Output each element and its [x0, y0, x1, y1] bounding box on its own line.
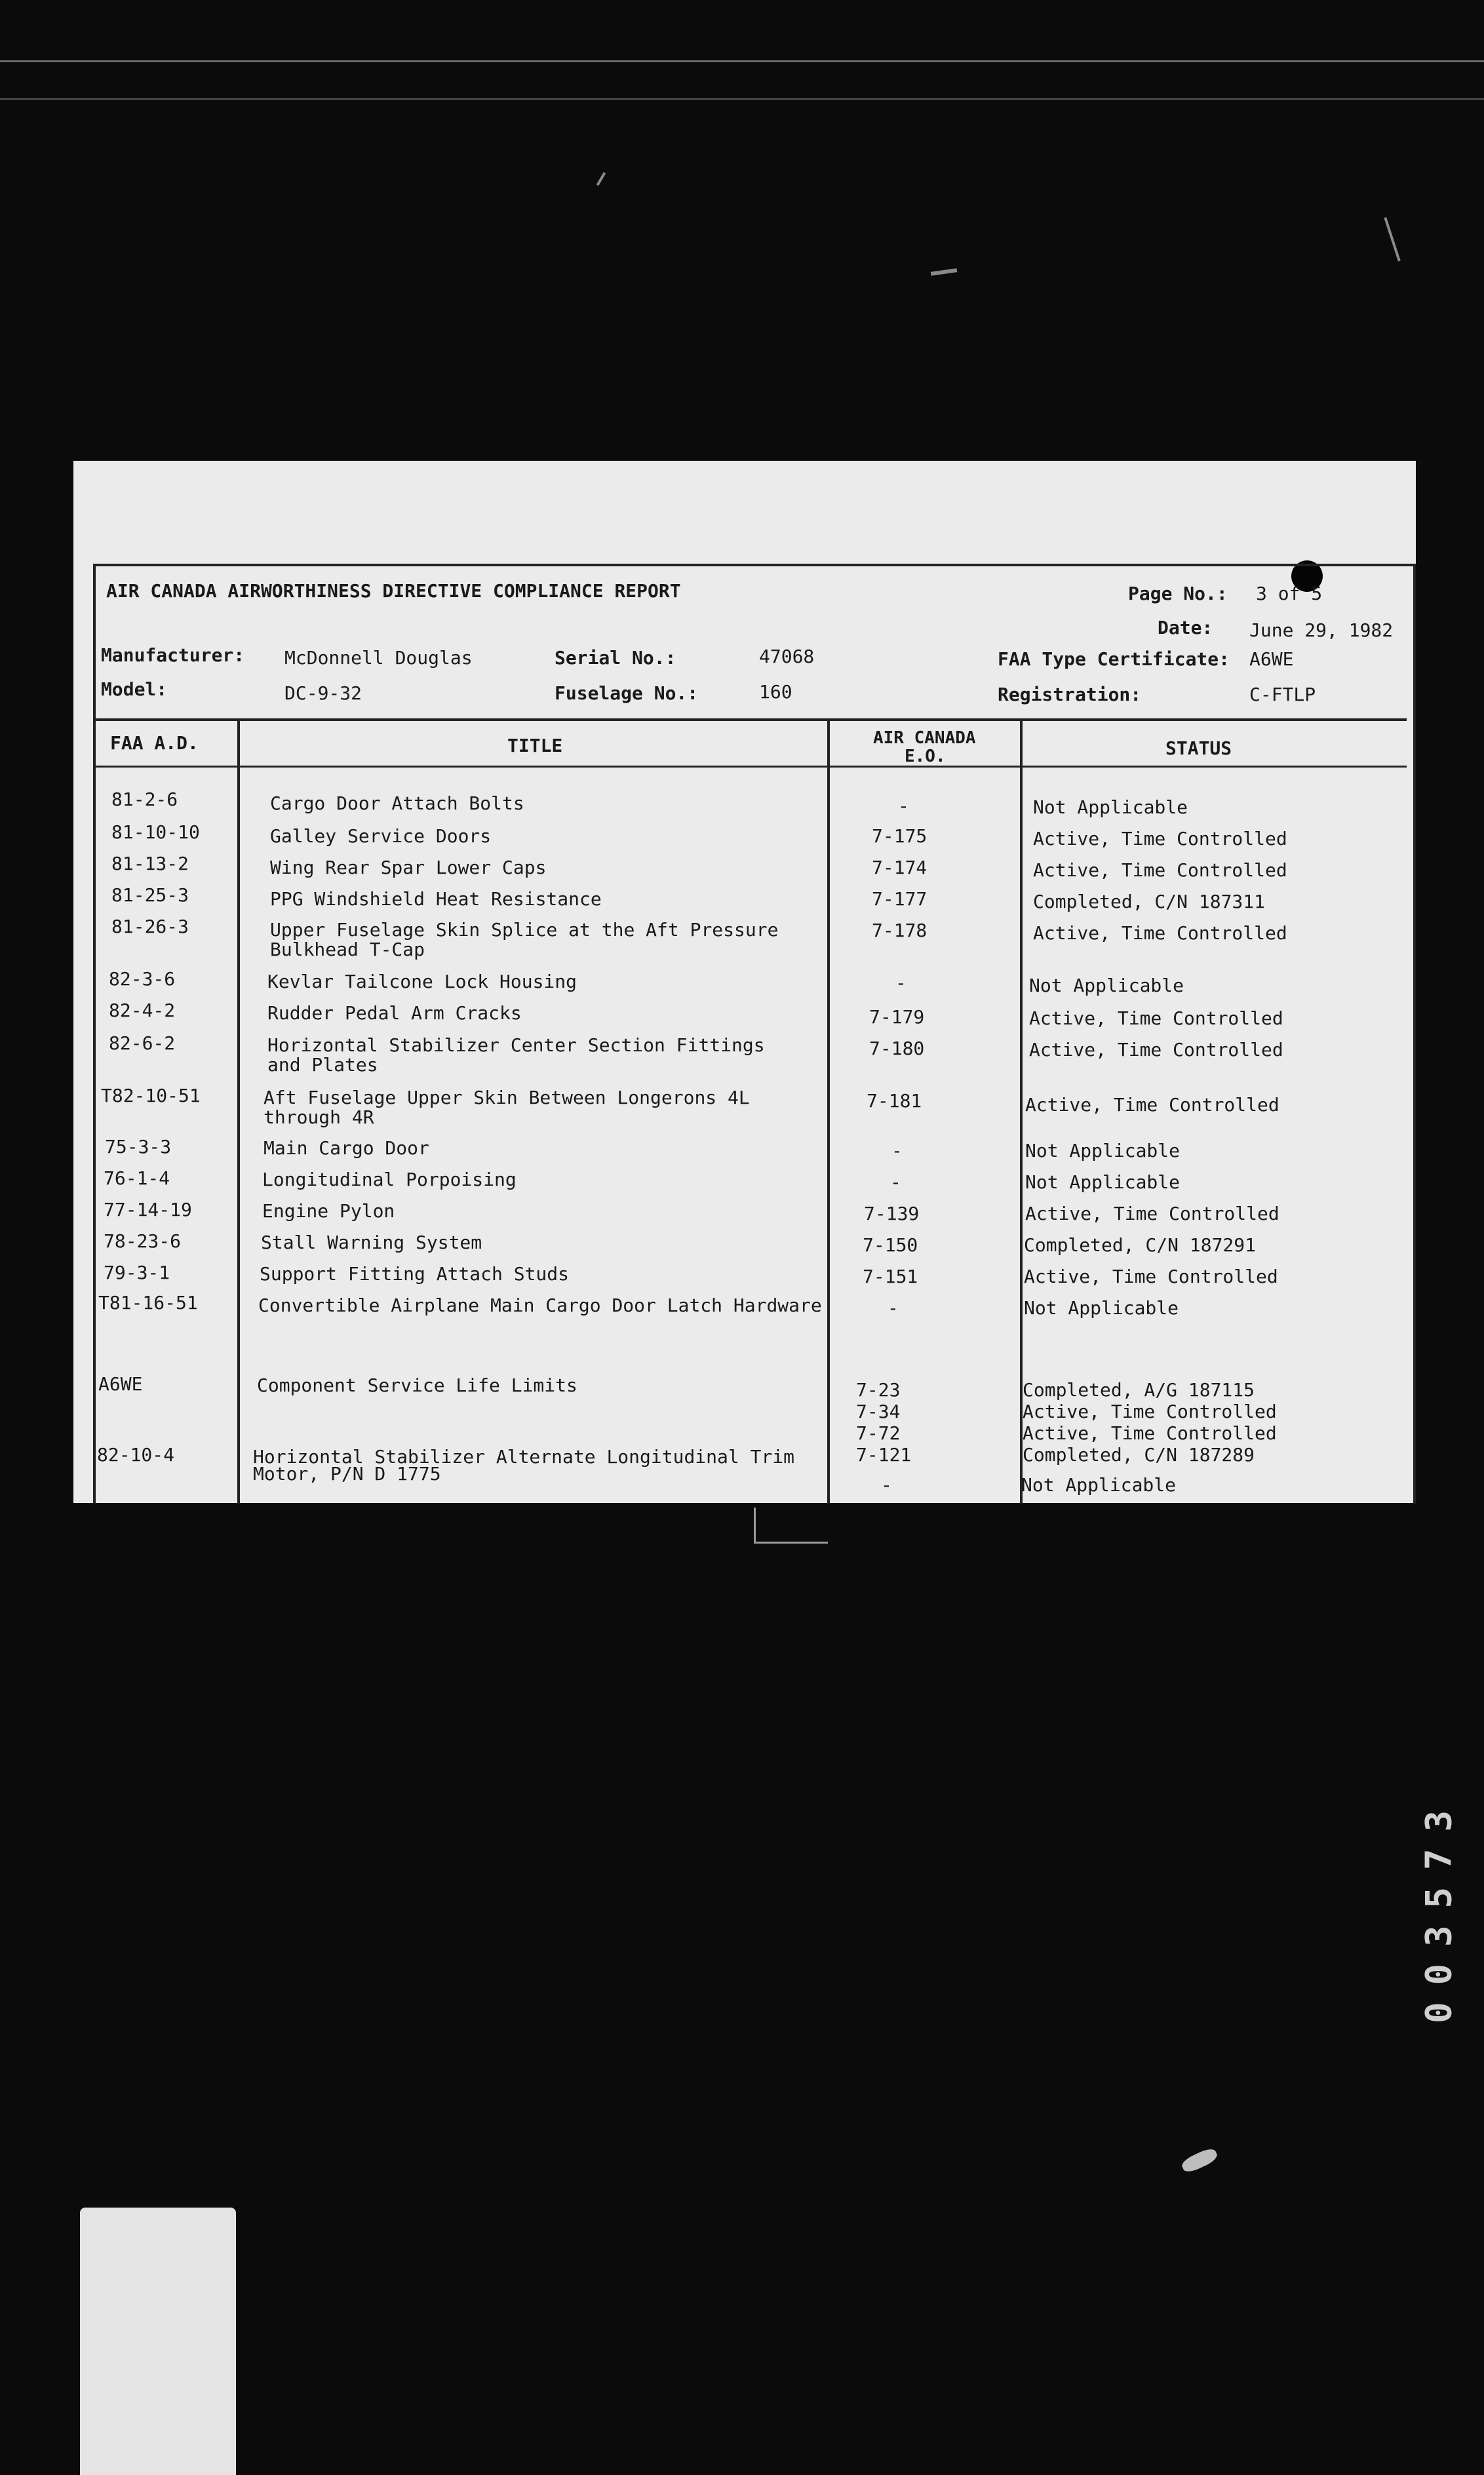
table-row-status: Not Applicable — [1021, 1474, 1177, 1496]
column-header-eo-line2: E.O. — [905, 747, 946, 766]
film-clip-mark — [754, 1508, 828, 1544]
table-row-title: Kevlar Tailcone Lock Housing — [267, 971, 577, 992]
table-row-eo: 7-175 — [872, 825, 928, 847]
film-speck — [1384, 217, 1400, 262]
table-row-status: Active, Time Controlled — [1025, 1094, 1279, 1116]
page-value: 3 of 5 — [1256, 583, 1323, 604]
film-edge-line-second — [0, 98, 1484, 100]
table-row-status: Not Applicable — [1025, 1171, 1181, 1193]
film-leader-block — [80, 2208, 236, 2475]
table-row-eo: - — [895, 972, 907, 994]
table-row-title: Longitudinal Porpoising — [262, 1169, 517, 1190]
table-row-title: Wing Rear Spar Lower Caps — [270, 857, 547, 878]
table-row-ad: A6WE — [98, 1373, 143, 1395]
table-row-eo: - — [890, 1171, 901, 1193]
fuselage-label: Fuselage No.: — [555, 682, 699, 704]
table-row-title: Component Service Life Limits — [257, 1374, 577, 1396]
table-row-title: Stall Warning System — [261, 1232, 482, 1253]
manufacturer-value: McDonnell Douglas — [284, 647, 473, 669]
table-row-ad: 77-14-19 — [104, 1199, 192, 1220]
table-row-eo: 7-180 — [869, 1038, 925, 1059]
column-divider-ad — [237, 718, 240, 1504]
table-row-ad: 81-13-2 — [111, 853, 189, 874]
date-value: June 29, 1982 — [1249, 619, 1394, 641]
table-row-ad: 75-3-3 — [105, 1136, 172, 1158]
table-row-eo: 7-179 — [869, 1006, 925, 1028]
table-top-rule — [96, 718, 1407, 721]
fuselage-value: 160 — [759, 681, 792, 703]
table-row-eo: 7-174 — [872, 857, 928, 878]
manufacturer-label: Manufacturer: — [101, 644, 245, 666]
page-label: Page No.: — [1128, 583, 1228, 604]
film-edge-line-top — [0, 60, 1484, 62]
document-card — [73, 461, 1416, 1503]
film-speck — [931, 268, 957, 276]
table-row-eo: 7-139 — [864, 1203, 920, 1224]
column-divider-title — [827, 718, 830, 1504]
table-row-ad: 81-10-10 — [111, 821, 200, 843]
table-row-ad: 81-2-6 — [111, 789, 178, 810]
table-row-ad: 78-23-6 — [104, 1230, 182, 1252]
table-row-ad: 82-10-4 — [97, 1444, 175, 1466]
table-row-ad: 81-25-3 — [111, 884, 189, 906]
table-row-status: Active, Time Controlled — [1025, 1203, 1279, 1224]
table-row-eo: - — [898, 795, 909, 817]
table-row-status: Active, Time Controlled — [1029, 1007, 1283, 1029]
column-header-title: TITLE — [507, 735, 563, 756]
table-row-eo: 7-178 — [872, 920, 928, 941]
table-row-eo: 7-177 — [872, 888, 928, 910]
film-frame-number — [1409, 1783, 1468, 2032]
table-row-ad: T81-16-51 — [98, 1292, 198, 1314]
model-label: Model: — [101, 678, 168, 700]
table-row-title: Upper Fuselage Skin Splice at the Aft Pressure Bulkhead T-Cap — [270, 919, 779, 960]
report-title: AIR CANADA AIRWORTHINESS DIRECTIVE COMPLIANCE REPORT — [106, 580, 681, 602]
table-row-title: Galley Service Doors — [270, 825, 492, 847]
table-row-title: Aft Fuselage Upper Skin Between Longerons 4L through 4R — [264, 1087, 750, 1128]
table-row-ad: 82-6-2 — [109, 1032, 176, 1054]
type-certificate-value: A6WE — [1249, 648, 1294, 670]
table-row-status: Active, Time Controlled — [1024, 1266, 1278, 1287]
column-header-status: STATUS — [1165, 737, 1232, 759]
table-row-status: Completed, C/N 187311 — [1033, 891, 1266, 912]
table-row-title: Engine Pylon — [262, 1200, 395, 1222]
table-row-ad: 82-4-2 — [109, 1000, 176, 1021]
table-row-ad: 82-3-6 — [109, 968, 176, 990]
table-header-rule — [96, 766, 1407, 768]
column-header-ad: FAA A.D. — [110, 732, 199, 754]
date-label: Date: — [1158, 617, 1213, 638]
compliance-form — [93, 564, 1416, 1504]
table-row-title: PPG Windshield Heat Resistance — [270, 888, 602, 910]
serial-label: Serial No.: — [555, 647, 676, 669]
serial-value: 47068 — [759, 646, 815, 667]
table-row-title: Main Cargo Door — [264, 1137, 429, 1159]
film-speck — [1180, 2146, 1219, 2175]
table-row-status: Not Applicable — [1033, 796, 1188, 818]
table-row-title: Support Fitting Attach Studs — [260, 1263, 570, 1285]
table-row-ad: 81-26-3 — [111, 916, 189, 937]
table-row-title: Cargo Door Attach Bolts — [270, 792, 524, 814]
table-row-eo: - — [891, 1140, 903, 1161]
table-row-title: Horizontal Stabilizer Center Section Fittings and Plates — [267, 1034, 765, 1076]
table-row-status: Active, Time Controlled — [1033, 828, 1287, 849]
table-row-ad: 79-3-1 — [104, 1262, 170, 1283]
registration-value: C-FTLP — [1249, 684, 1316, 705]
table-row-ad: T82-10-51 — [101, 1085, 201, 1106]
table-row-status: Not Applicable — [1024, 1297, 1179, 1319]
table-row-title: Convertible Airplane Main Cargo Door Latch Hardware — [258, 1295, 822, 1316]
table-row-eo: 7-23 7-34 7-72 7-121 — [856, 1379, 912, 1466]
table-row-status: Not Applicable — [1029, 975, 1184, 996]
table-row-eo: - — [888, 1297, 899, 1319]
table-row-status: Active, Time Controlled — [1033, 922, 1287, 944]
table-row-status: Completed, A/G 187115 Active, Time Controlled Active, Time Controlled Completed, C/N 187289 — [1023, 1379, 1277, 1466]
column-header-eo-line1: AIR CANADA — [873, 728, 976, 748]
table-row-ad: 76-1-4 — [104, 1167, 170, 1189]
type-certificate-label: FAA Type Certificate: — [998, 648, 1230, 670]
table-row-status: Active, Time Controlled — [1029, 1039, 1283, 1061]
film-frame-number-text: 003573 — [1418, 1793, 1460, 2024]
table-row-status: Completed, C/N 187291 — [1024, 1234, 1257, 1256]
film-speck — [596, 172, 606, 185]
table-row-title: Rudder Pedal Arm Cracks — [267, 1002, 522, 1024]
table-row-eo: - — [881, 1474, 892, 1496]
model-value: DC-9-32 — [284, 682, 362, 704]
table-row-eo: 7-150 — [863, 1234, 918, 1256]
table-row-eo: 7-181 — [867, 1090, 922, 1112]
table-row-eo: 7-151 — [863, 1266, 918, 1287]
table-row-title: Horizontal Stabilizer Alternate Longitudinal Trim Motor, P/N D 1775 — [253, 1446, 795, 1485]
registration-label: Registration: — [998, 684, 1142, 705]
table-row-status: Not Applicable — [1025, 1140, 1181, 1161]
table-row-status: Active, Time Controlled — [1033, 859, 1287, 881]
